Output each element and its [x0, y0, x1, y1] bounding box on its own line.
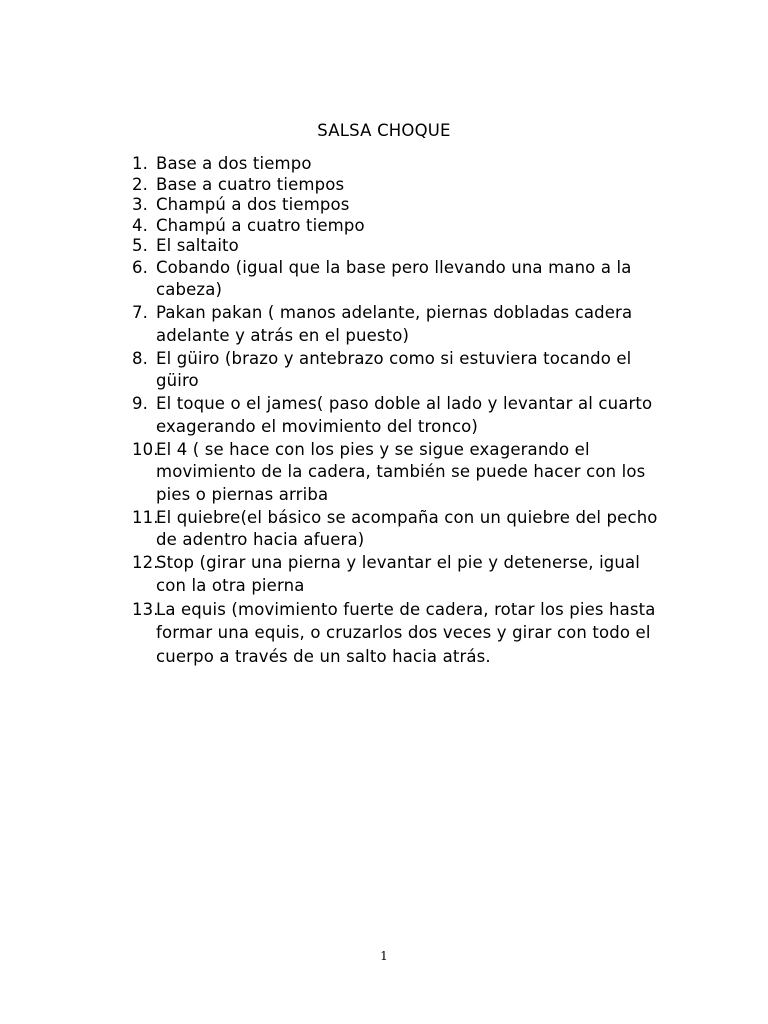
item-text: Base a dos tiempo [156, 154, 312, 173]
item-text: Stop (girar una pierna y levantar el pie y detenerse, igual con la otra pierna [156, 553, 641, 595]
item-number: 10. [132, 439, 159, 459]
item-text: El quiebre(el básico se acompaña con un quiebre del pecho de adentro hacia afuera) [156, 507, 658, 549]
page-number: 1 [380, 949, 388, 963]
item-number: 3. [132, 195, 149, 214]
item-text: Pakan pakan ( manos adelante, piernas dobladas cadera adelante y atrás en el puesto) [156, 303, 633, 345]
item-number: 11. [132, 507, 159, 527]
item-number: 2. [132, 174, 149, 194]
item-text: Champú a dos tiempos [156, 195, 350, 214]
item-text: Cobando (igual que la base pero llevando una mano a la cabeza) [156, 257, 632, 299]
item-text: El güiro (brazo y antebrazo como si estuviera tocando el güiro [156, 348, 632, 390]
item-text: El saltaito [156, 236, 239, 255]
steps-list [132, 154, 672, 669]
document-title: SALSA CHOQUE [317, 121, 451, 140]
item-number: 5. [132, 236, 149, 255]
item-number: 8. [132, 348, 149, 368]
list-item [132, 598, 672, 669]
item-number: 12. [132, 553, 159, 572]
list-item [132, 302, 672, 347]
list-item [132, 552, 672, 597]
list-item [132, 175, 672, 195]
item-number: 6. [132, 257, 149, 277]
item-number: 4. [132, 215, 149, 235]
item-number: 13. [132, 599, 159, 619]
list-item [132, 195, 672, 215]
item-number: 1. [132, 154, 149, 173]
item-text: La equis (movimiento fuerte de cadera, rotar los pies hasta formar una equis, o cruzarlos dos veces y girar con todo el cuerpo a través de un salto hacia atrás. [156, 599, 656, 666]
list-item [132, 154, 672, 174]
list-item [132, 507, 672, 552]
list-item [132, 439, 672, 507]
list-item [132, 393, 672, 438]
item-text: Base a cuatro tiempos [156, 174, 345, 194]
list-item [132, 236, 672, 256]
item-number: 9. [132, 394, 149, 413]
item-text: El toque o el james( paso doble al lado y levantar al cuarto exagerando el movimiento del tronco) [156, 394, 653, 436]
list-item [132, 348, 672, 393]
item-number: 7. [132, 303, 149, 322]
list-item [132, 257, 672, 302]
list-item [132, 216, 672, 236]
item-text: Champú a cuatro tiempo [156, 215, 365, 235]
item-text: El 4 ( se hace con los pies y se sigue exagerando el movimiento de la cadera, también se puede hacer con los pies o piernas arriba [156, 439, 646, 504]
